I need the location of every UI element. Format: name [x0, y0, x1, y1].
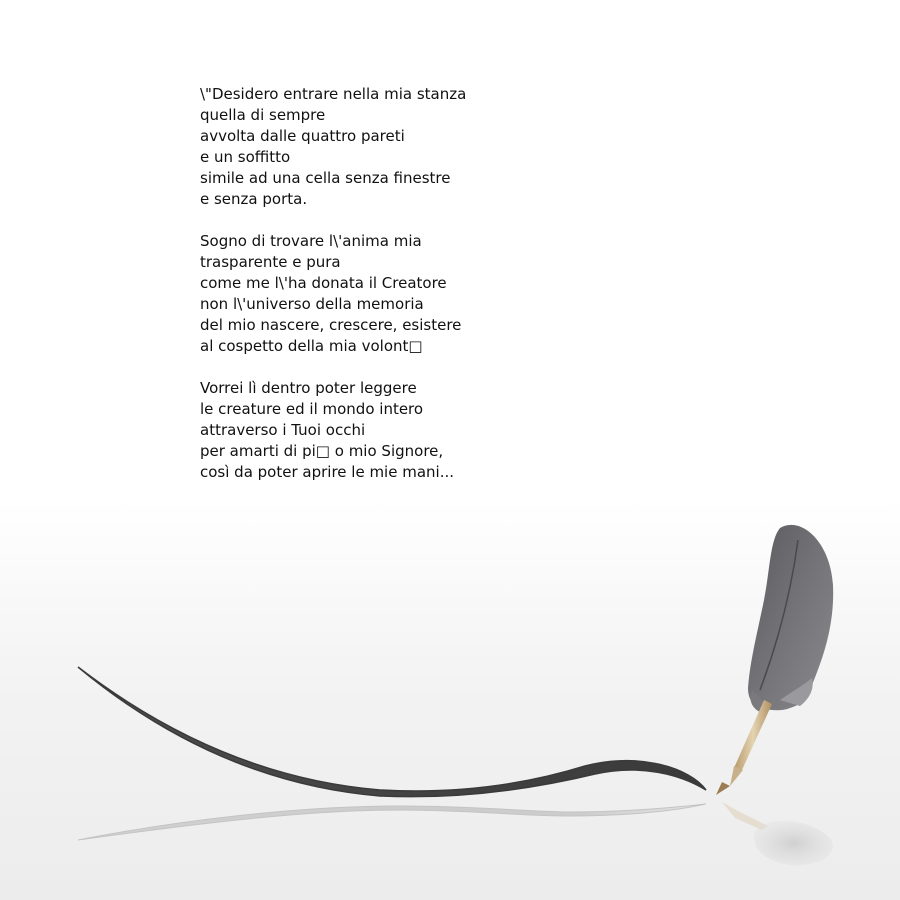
poem-line: attraverso i Tuoi occhi — [200, 421, 366, 439]
poem-line: del mio nascere, crescere, esistere — [200, 316, 462, 334]
poem-line: così da poter aprire le mie mani... — [200, 463, 455, 481]
poem-line: e un soffitto — [200, 148, 291, 166]
poem-line: e senza porta. — [200, 190, 308, 208]
poem-line: avvolta dalle quattro pareti — [200, 127, 405, 145]
quill-pen-icon — [716, 525, 833, 795]
poem-line: Sogno di trovare l\'anima mia — [200, 232, 422, 250]
poem-line: Vorrei lì dentro poter leggere — [200, 379, 417, 397]
poem-line: quella di sempre — [200, 106, 326, 124]
poem-line: per amarti di pi□ o mio Signore, — [200, 442, 444, 460]
poem-line: le creature ed il mondo intero — [200, 400, 424, 418]
poem-line: al cospetto della mia volont□ — [200, 337, 423, 355]
poem-line: \"Desidero entrare nella mia stanza — [200, 85, 467, 103]
ink-stroke-reflection — [78, 804, 706, 840]
poem-line: come me l\'ha donata il Creatore — [200, 274, 447, 292]
ink-stroke — [78, 667, 706, 797]
poem-line: non l\'universo della memoria — [200, 295, 424, 313]
poem-line: trasparente e pura — [200, 253, 341, 271]
quill-reflection — [722, 802, 833, 865]
poem-line: simile ad una cella senza finestre — [200, 169, 451, 187]
